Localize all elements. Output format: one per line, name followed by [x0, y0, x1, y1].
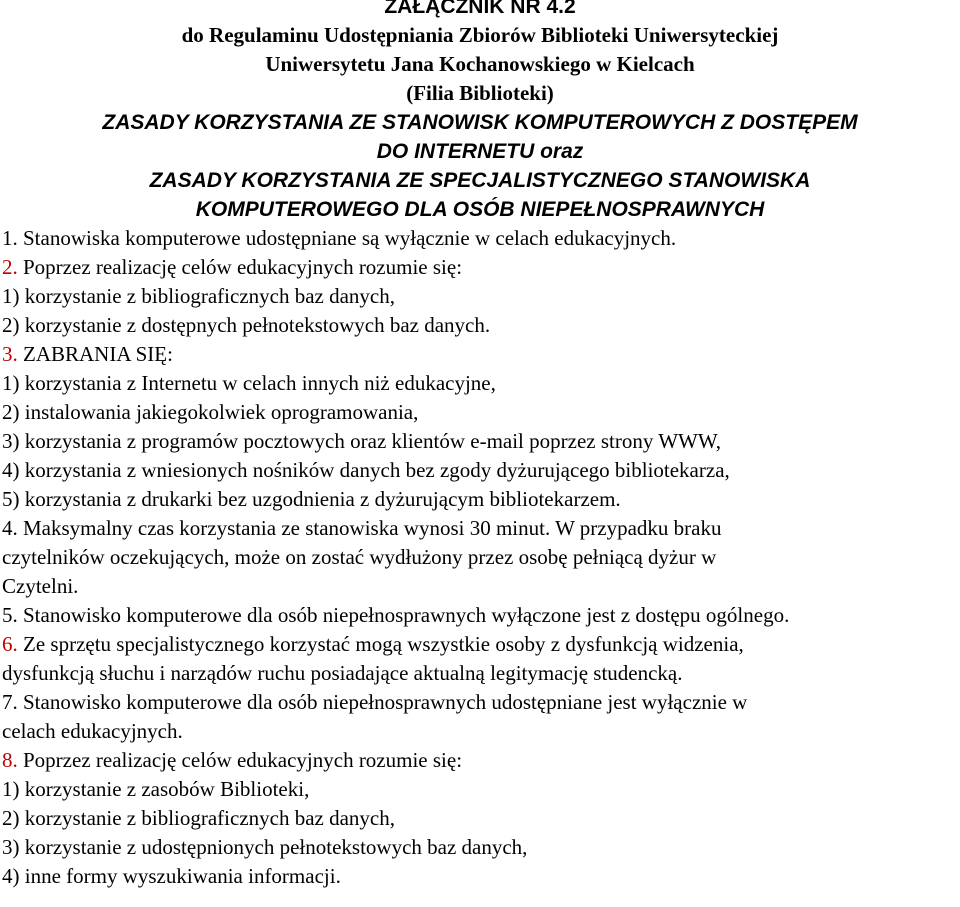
annex-title: ZAŁĄCZNIK NR 4.2	[384, 0, 576, 18]
rule-3-item-3: 3) korzystania z programów pocztowych oraz klientów e-mail poprzez strony WWW,	[2, 429, 722, 453]
heading-rules-line-4: KOMPUTEROWEGO DLA OSÓB NIEPEŁNOSPRAWNYCH	[195, 198, 765, 221]
heading-rules-line-2: DO INTERNETU oraz	[376, 140, 584, 163]
rule-4-line-3: Czytelni.	[2, 574, 79, 598]
rule-3-number: 3.	[2, 342, 18, 366]
rule-3-item-2: 2) instalowania jakiegokolwiek oprogramowania,	[2, 400, 419, 424]
rule-8-number: 8.	[2, 748, 18, 772]
rule-4-line-1: 4. Maksymalny czas korzystania ze stanowiska wynosi 30 minut. W przypadku braku	[2, 516, 722, 540]
rule-8-text: Poprzez realizację celów edukacyjnych rozumie się:	[17, 748, 463, 772]
rule-3-item-1: 1) korzystania z Internetu w celach innych niż edukacyjne,	[2, 371, 496, 395]
rule-8-item-1: 1) korzystanie z zasobów Biblioteki,	[2, 777, 310, 801]
rule-2-item-2: 2) korzystanie z dostępnych pełnotekstowych baz danych.	[2, 313, 491, 337]
rule-5: 5. Stanowisko komputerowe dla osób niepełnosprawnych wyłączone jest z dostępu ogólnego.	[2, 603, 790, 627]
rule-8-item-4: 4) inne formy wyszukiwania informacji.	[2, 864, 341, 888]
rule-1: 1. Stanowiska komputerowe udostępniane są wyłącznie w celach edukacyjnych.	[2, 226, 677, 250]
branch-library: (Filia Biblioteki)	[406, 81, 554, 105]
rule-4-line-2: czytelników oczekujących, może on zostać wydłużony przez osobę pełniącą dyżur w	[2, 545, 717, 569]
rule-2-number: 2.	[2, 255, 18, 279]
rule-3-item-5: 5) korzystania z drukarki bez uzgodnienia z dyżurującym bibliotekarzem.	[2, 487, 621, 511]
heading-rules-line-3: ZASADY KORZYSTANIA ZE SPECJALISTYCZNEGO STANOWISKA	[149, 169, 811, 192]
rule-3-item-4: 4) korzystania z wniesionych nośników danych bez zgody dyżurującego bibliotekarza,	[2, 458, 730, 482]
rule-2-text: Poprzez realizację celów edukacyjnych rozumie się:	[17, 255, 463, 279]
university-name: Uniwersytetu Jana Kochanowskiego w Kielcach	[265, 52, 695, 76]
rule-6-text: Ze sprzętu specjalistycznego korzystać mogą wszystkie osoby z dysfunkcją widzenia,	[17, 632, 744, 656]
rule-7-line-1: 7. Stanowisko komputerowe dla osób niepełnosprawnych udostępniane jest wyłącznie w	[2, 690, 748, 714]
regulation-reference: do Regulaminu Udostępniania Zbiorów Biblioteki Uniwersyteckiej	[181, 23, 779, 47]
rule-6	[0, 630, 960, 659]
rule-8-item-3: 3) korzystanie z udostępnionych pełnotekstowych baz danych,	[2, 835, 528, 859]
heading-rules-line-1: ZASADY KORZYSTANIA ZE STANOWISK KOMPUTEROWYCH Z DOSTĘPEM	[102, 111, 858, 134]
rule-2	[0, 253, 960, 282]
rule-3	[0, 340, 960, 369]
rule-8-item-2: 2) korzystanie z bibliograficznych baz danych,	[2, 806, 396, 830]
rule-3-text: ZABRANIA SIĘ:	[17, 342, 173, 366]
rule-7-line-2: celach edukacyjnych.	[2, 719, 183, 743]
rule-2-item-1: 1) korzystanie z bibliograficznych baz danych,	[2, 284, 396, 308]
rule-6-line-2: dysfunkcją słuchu i narządów ruchu posiadające aktualną legitymację studencką.	[2, 661, 683, 685]
rule-6-number: 6.	[2, 632, 18, 656]
rule-8	[0, 746, 960, 775]
